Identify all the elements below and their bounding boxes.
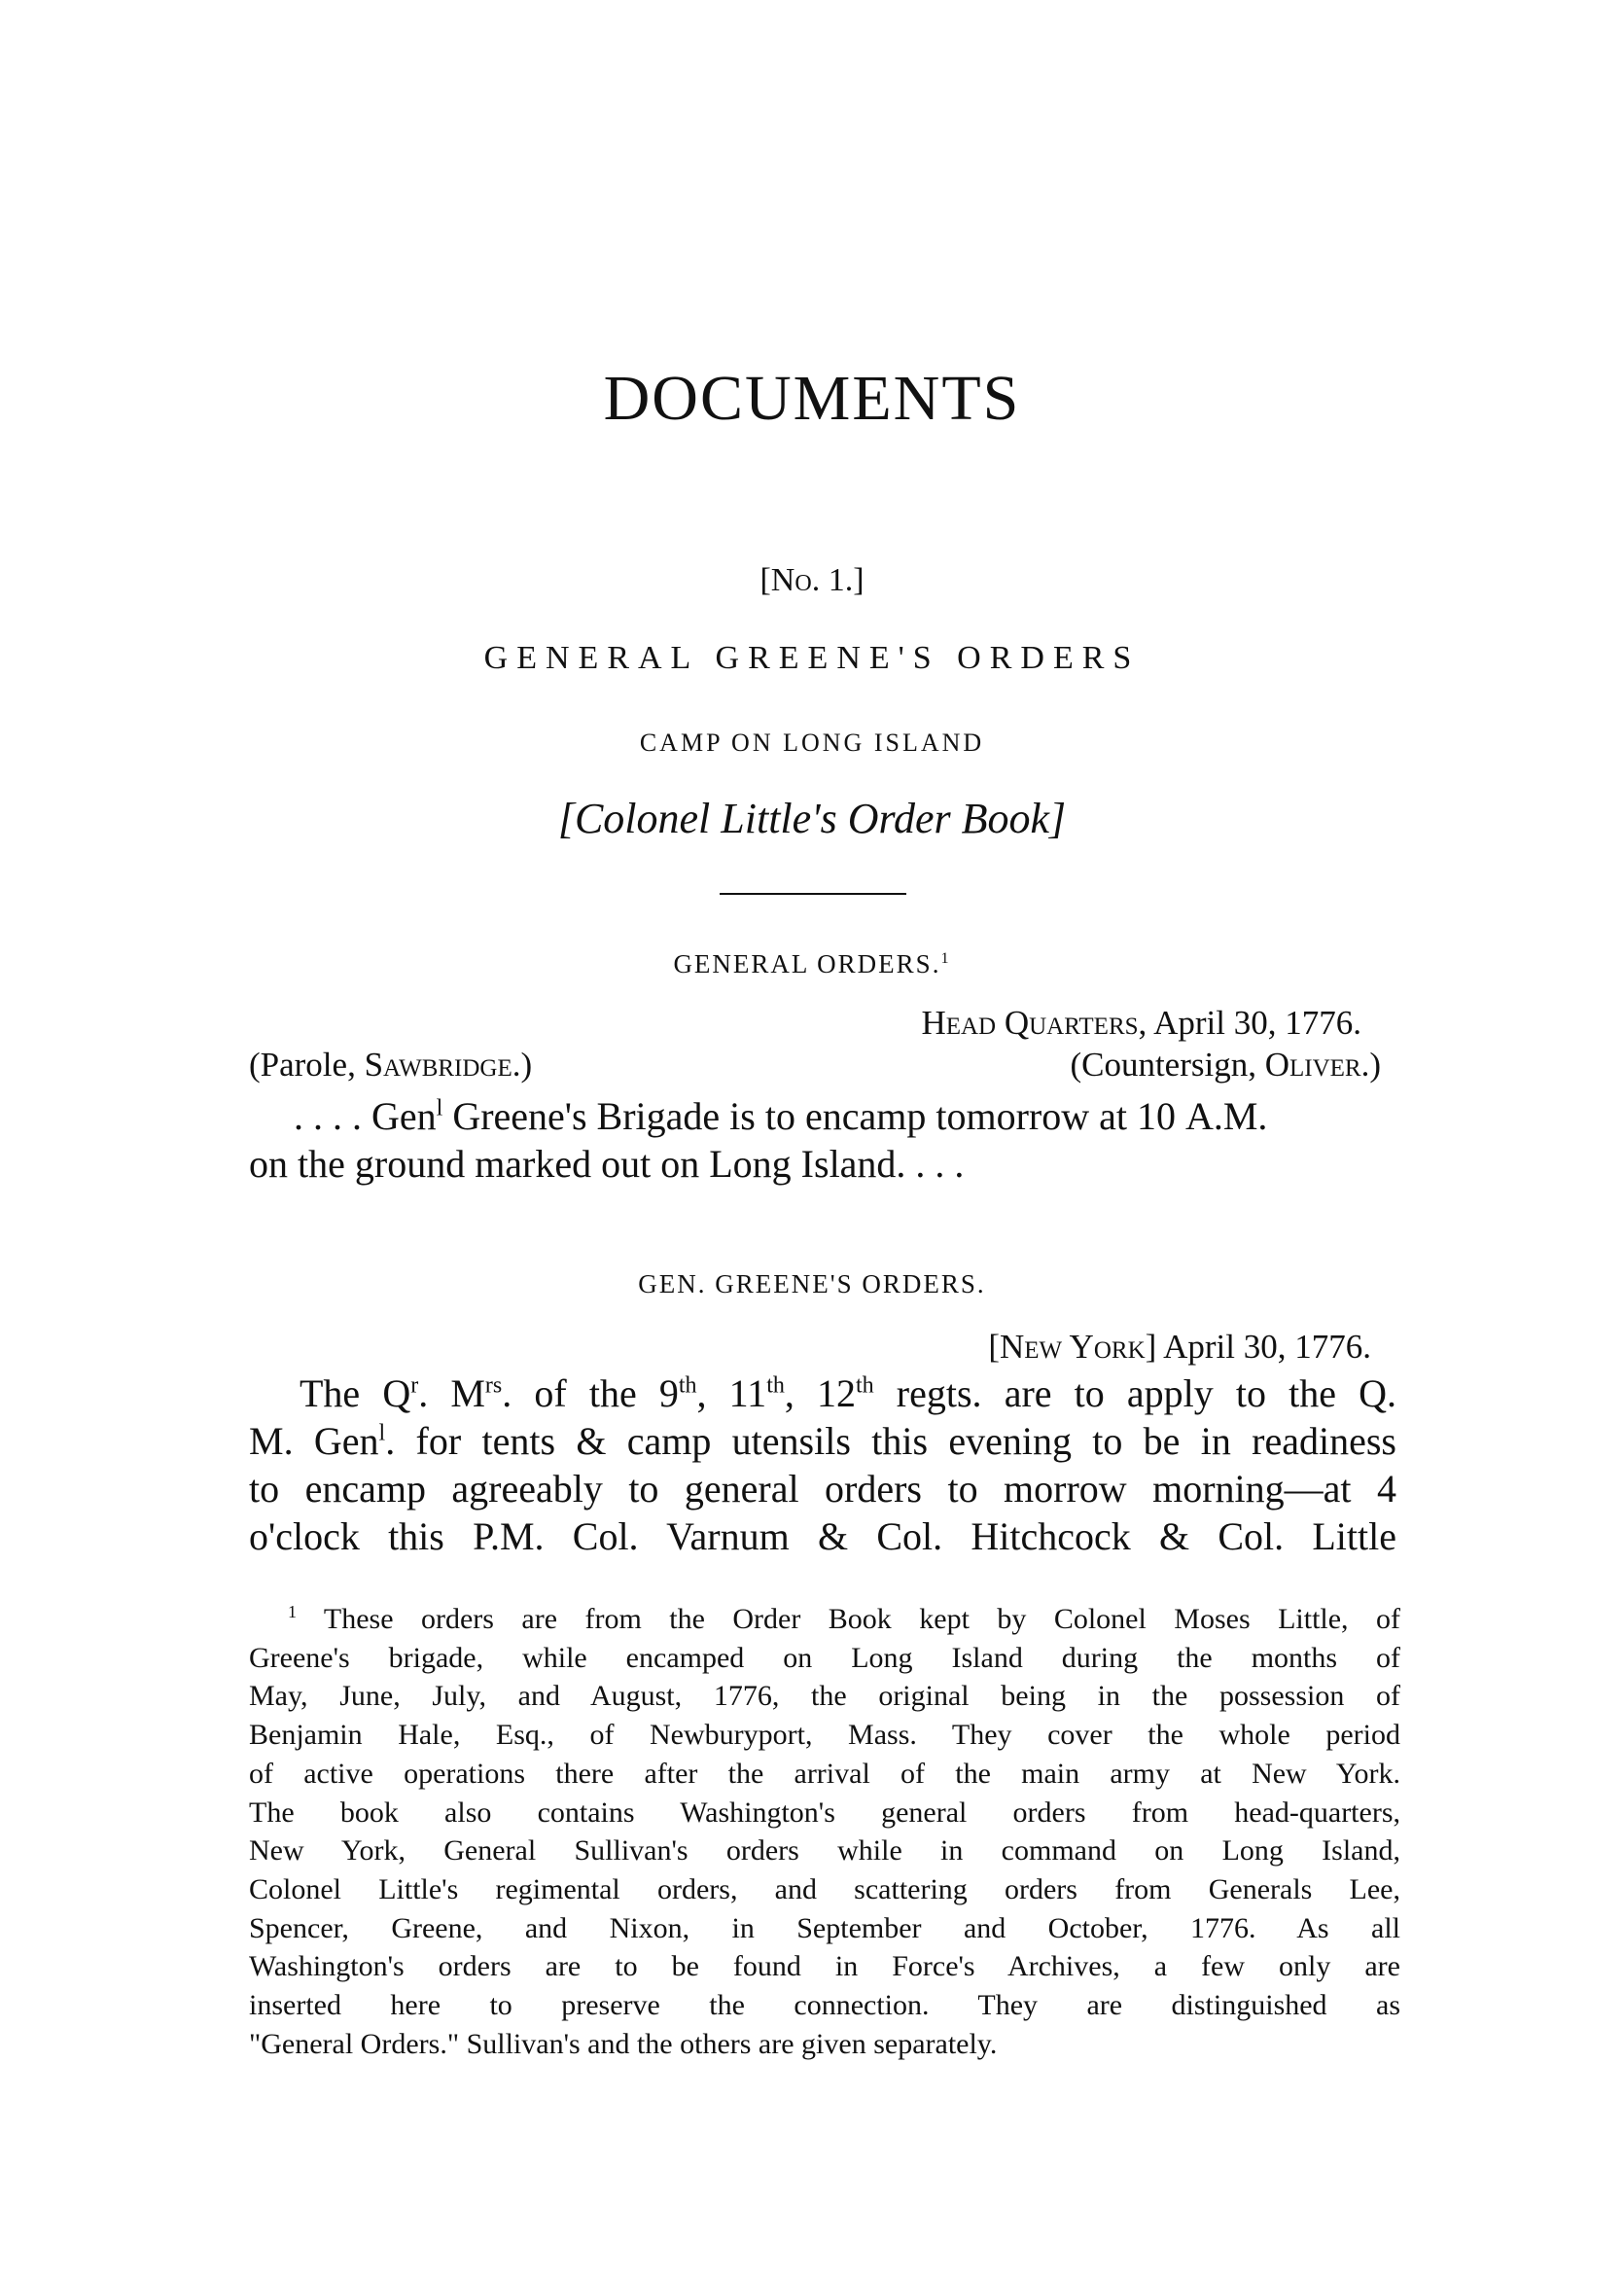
footnote-line: Greene's brigade, while encamped on Long Island during the months of: [249, 1641, 1400, 1674]
text-fragment: . of the 9: [502, 1371, 679, 1415]
countersign-word: Oliver.: [1264, 1046, 1370, 1084]
body-time: A.M.: [1184, 1094, 1268, 1138]
countersign-line: [1070, 1046, 1381, 1085]
superscript: rs: [484, 1372, 503, 1399]
general-orders-heading: [0, 949, 1624, 979]
headquarters-date: April 30, 1776.: [1153, 1004, 1361, 1042]
document-number: [0, 562, 1624, 599]
text-fragment: . for tents & camp utensils this evening to be in readiness: [385, 1419, 1396, 1463]
footnote-line: Washington's orders are to be found in Force's Archives, a few only are: [249, 1950, 1400, 1983]
greene-orders-line-4: [249, 1512, 1396, 1560]
footnote-line: New York, General Sullivan's orders while in command on Long Island,: [249, 1834, 1400, 1867]
footnote-reference: 1: [940, 949, 951, 967]
document-source: [Colonel Little's Order Book]: [557, 795, 1067, 842]
greene-orders-line-2: [249, 1417, 1396, 1465]
footnote-line: Spencer, Greene, and Nixon, in September and October, 1776. As all: [249, 1911, 1400, 1944]
document-main-title: GENERAL GREENE'S ORDERS: [483, 640, 1141, 676]
greene-orders-line-1: [249, 1369, 1396, 1417]
countersign-open: (Countersign,: [1070, 1046, 1256, 1084]
headquarters-dateline: [921, 1004, 1361, 1043]
footnote-line: The book also contains Washington's general orders from head-quarters,: [249, 1796, 1400, 1829]
text-fragment: The Q: [300, 1371, 411, 1415]
body-text: Greene's Brigade is to encamp tomorrow at 10: [442, 1094, 1176, 1138]
superscript: th: [678, 1372, 697, 1399]
parole-word: Sawbridge.: [364, 1046, 521, 1084]
text-fragment: , 12: [784, 1371, 856, 1415]
headquarters-label: Head Quarters,: [921, 1004, 1147, 1042]
text-fragment: , 11: [696, 1371, 767, 1415]
greene-orders-body: [249, 1369, 1396, 1560]
section-divider: [720, 893, 906, 895]
text-fragment: M. Gen: [249, 1419, 379, 1463]
superscript: r: [410, 1372, 419, 1399]
footnote-mark: 1: [288, 1602, 297, 1621]
greene-orders-heading: GEN. GREENE'S ORDERS.: [638, 1269, 986, 1298]
footnote-line: May, June, July, and August, 1776, the original being in the possession of: [249, 1680, 1400, 1713]
footnote-line: [249, 1600, 1400, 1639]
document-subtitle: CAMP ON LONG ISLAND: [639, 729, 985, 757]
page-title: DOCUMENTS: [603, 363, 1021, 434]
text-fragment: regts. are to apply to the Q.: [873, 1371, 1397, 1415]
general-orders-line-2: on the ground marked out on Long Island. . . .: [249, 1142, 965, 1186]
parole-line: [249, 1046, 532, 1085]
greene-orders-location: [New York]: [988, 1328, 1157, 1366]
greene-orders-dateline: [988, 1328, 1371, 1367]
general-orders-line-1: [249, 1092, 1396, 1140]
body-sup: l: [436, 1095, 443, 1121]
text-fragment: Col. Varnum & Col. Hitchcock & Col. Little: [544, 1514, 1397, 1558]
footnote-line: of active operations there after the arrival of the main army at New York.: [249, 1757, 1400, 1790]
footnote-line: Colonel Little's regimental orders, and scattering orders from Generals Lee,: [249, 1872, 1400, 1905]
greene-orders-date: April 30, 1776.: [1163, 1328, 1371, 1366]
text-fragment: o'clock this: [249, 1514, 444, 1558]
footnote: [249, 1600, 1400, 2063]
footnote-text: These orders are from the Order Book kept by Colonel Moses Little, of: [297, 1603, 1400, 1635]
countersign-close: ): [1369, 1046, 1381, 1084]
general-orders-body: [249, 1092, 1396, 1188]
general-orders-heading-text: GENERAL ORDERS.: [673, 949, 941, 978]
parole-open: (Parole,: [249, 1046, 356, 1084]
time-abbrev: P.M.: [473, 1514, 545, 1558]
footnote-line: Benjamin Hale, Esq., of Newburyport, Mass. They cover the whole period: [249, 1719, 1400, 1752]
footnote-line: "General Orders." Sullivan's and the others are given separately.: [249, 2027, 998, 2060]
body-lead: . . . . Gen: [294, 1094, 437, 1138]
superscript: th: [856, 1372, 874, 1399]
superscript: th: [766, 1372, 785, 1399]
document-number-text: [No. 1.]: [759, 562, 865, 598]
text-fragment: . M: [418, 1371, 485, 1415]
greene-orders-line-3: to encamp agreeably to general orders to morrow morning—at 4: [249, 1467, 1396, 1511]
parole-close: ): [520, 1046, 533, 1084]
superscript: l: [378, 1420, 386, 1446]
footnote-line: inserted here to preserve the connection. They are distinguished as: [249, 1989, 1400, 2022]
